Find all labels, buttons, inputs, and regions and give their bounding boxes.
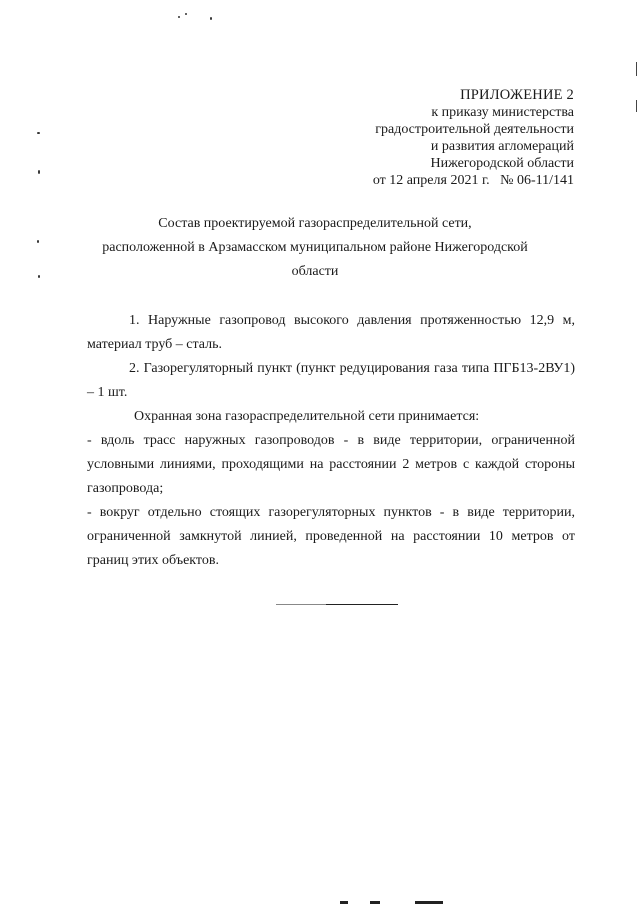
title-line: Состав проектируемой газораспределительной сети, (158, 216, 472, 231)
region-name-line: Нижегородской области (430, 156, 574, 171)
scan-speck (37, 240, 39, 243)
ministry-name-line: градостроительной деятельности (375, 122, 574, 137)
ministry-name-line: и развития агломераций (430, 139, 574, 154)
scan-speck (38, 170, 40, 174)
scan-speck (37, 132, 40, 134)
scan-speck (178, 16, 180, 18)
document-title (90, 212, 540, 284)
protection-zone-regulator-points: - вокруг отдельно стоящих газорегуляторных пунктов - в виде территории, ограниченной замкнутой линией, проведенной на расстоянии 10 метров от границ этих объектов. (87, 505, 575, 568)
protection-zone-pipelines: - вдоль трасс наружных газопроводов - в виде территории, ограниченной условными линиями, проходящими на расстоянии 2 метров с каждой стороны газопровода; (87, 433, 575, 496)
title-line: расположенной в Арзамасском муниципальном районе Нижегородской (102, 240, 528, 255)
list-item: 1. Наружные газопровод высокого давления протяженностью 12,9 м, материал труб – сталь. (87, 313, 575, 352)
order-reference-line: к приказу министерства (431, 105, 574, 120)
scan-edge-mark (636, 62, 637, 76)
appendix-heading (373, 87, 574, 189)
scan-speck (185, 13, 187, 15)
order-date-number: от 12 апреля 2021 г. № 06-11/141 (372, 173, 574, 188)
scan-bottom-mark (415, 901, 443, 904)
title-line: области (291, 264, 339, 279)
scan-speck (210, 17, 212, 20)
document-body (87, 309, 575, 573)
scan-bottom-mark (340, 901, 348, 904)
scan-speck (38, 275, 40, 278)
scan-edge-mark (636, 100, 637, 112)
appendix-title: ПРИЛОЖЕНИЕ 2 (460, 87, 574, 103)
protection-zone-intro: Охранная зона газораспределительной сети принимается: (134, 409, 480, 424)
closing-separator-segment (276, 604, 326, 605)
scan-bottom-mark (370, 901, 380, 904)
list-item: 2. Газорегуляторный пункт (пункт редуцирования газа типа ПГБ13-2ВУ1) – 1 шт. (87, 361, 575, 400)
